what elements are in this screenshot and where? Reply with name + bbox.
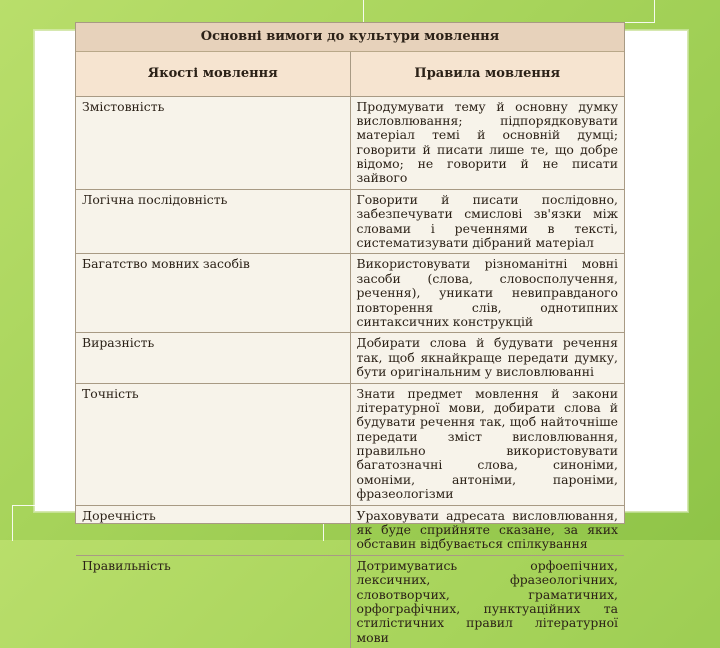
row-quality: Доречність: [76, 505, 350, 555]
row-rule: Використовувати різноманітні мовні засоби (слова, словосполучення, речення), уникати невиправданого повторення слів, однотипних синтаксичних конструкцій: [350, 254, 624, 333]
row-rule: Добирати слова й будувати речення так, щоб якнайкраще передати думку, бути оригінальним у висловлюванні: [350, 333, 624, 383]
table-row: [76, 383, 624, 505]
row-quality: Змістовність: [76, 96, 350, 189]
header-rules: Правила мовлення: [350, 51, 624, 96]
decorative-corner-lines: [363, 0, 655, 23]
row-quality: Правильність: [76, 555, 350, 648]
table-row: [76, 96, 624, 189]
table-header-row: [76, 51, 624, 96]
table-row: [76, 254, 624, 333]
speech-culture-table-container: [75, 22, 625, 645]
row-quality: Точність: [76, 383, 350, 505]
speech-culture-table: [76, 23, 624, 648]
table-row: [76, 333, 624, 383]
row-quality: Виразність: [76, 333, 350, 383]
row-rule: Продумувати тему й основну думку висловлювання; підпорядковувати матеріал темі й основній думці; говорити й писати лише те, що добре відомо; не говорити й не писати зайвого: [350, 96, 624, 189]
row-rule: Дотримуватись орфоепічних, лексичних, фразеологічних, словотворчих, граматичних, орфографічних, пунктуаційних та стилістичних правил літературної мови: [356, 557, 618, 645]
table-row: [76, 505, 624, 555]
table-title-row: [76, 23, 624, 51]
row-quality: Логічна послідовність: [76, 189, 350, 254]
row-quality: Багатство мовних засобів: [76, 254, 350, 333]
row-rule: Ураховувати адресата висловлювання, як буде сприйняте сказане, за яких обставин відбувається спілкування: [350, 505, 624, 555]
table-row: [76, 189, 624, 254]
row-rule: Знати предмет мовлення й закони літературної мови, добирати слова й будувати речення так, щоб найточніше передати зміст висловлювання, правильно використовувати багатозначні слова, синоніми, омоніми, антоніми, пароніми, фразеологізми: [350, 383, 624, 505]
table-row: [76, 555, 624, 648]
table-title: Основні вимоги до культури мовлення: [76, 23, 624, 51]
row-rule: Говорити й писати послідовно, забезпечувати смислові зв'язки між словами і реченнями в тексті, систематизувати дібраний матеріал: [350, 189, 624, 254]
header-quality: Якості мовлення: [76, 51, 350, 96]
